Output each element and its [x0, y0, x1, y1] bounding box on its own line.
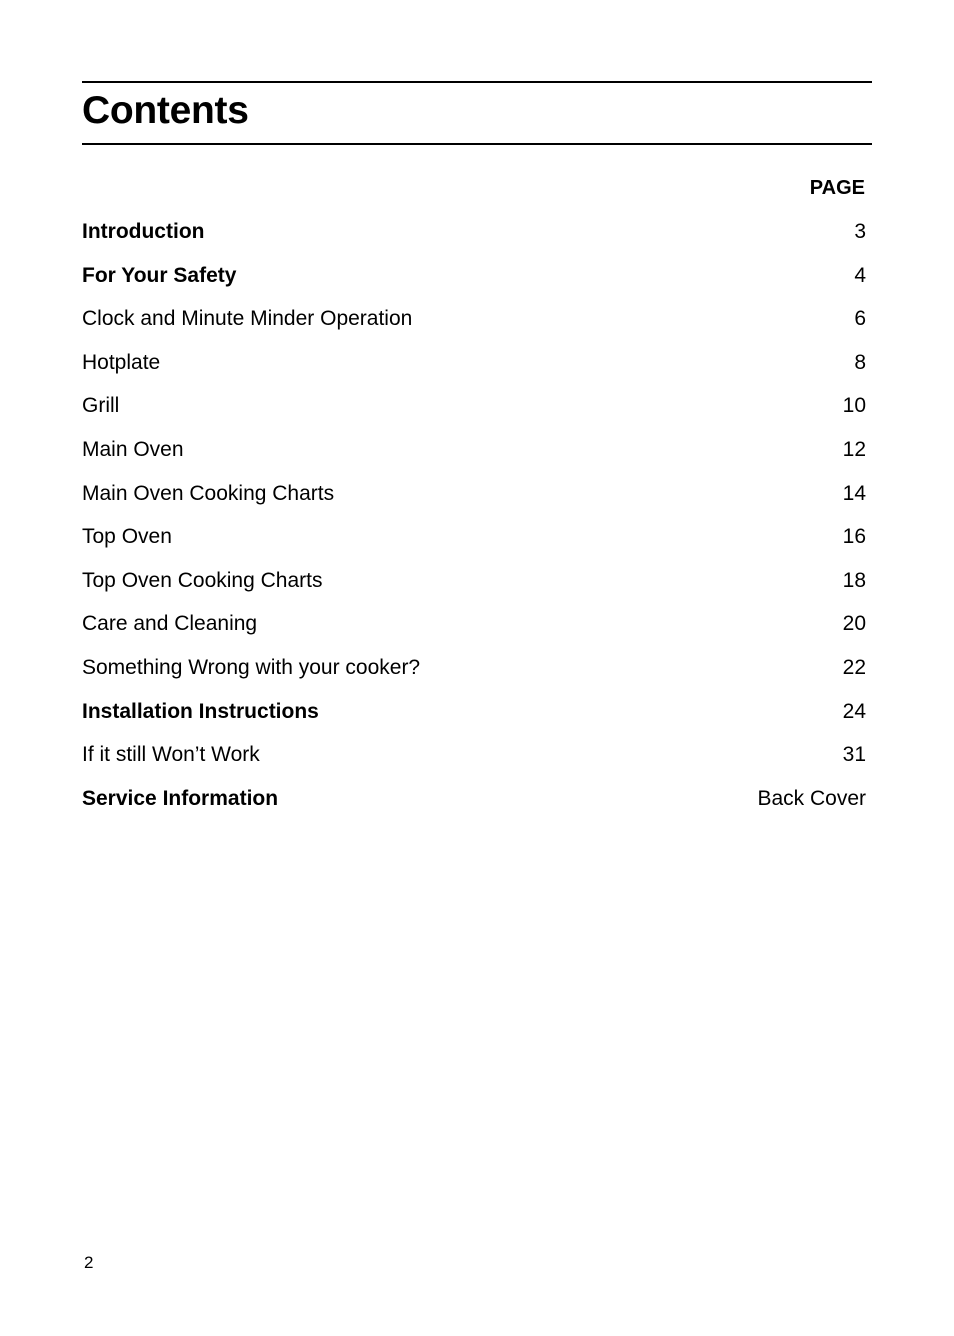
- toc-entry-page: 22: [842, 655, 866, 679]
- toc-row-top-oven-cooking-charts: [82, 568, 866, 612]
- toc-row-top-oven: [82, 524, 866, 568]
- toc-entry-title: Clock and Minute Minder Operation: [82, 307, 413, 331]
- toc-entry-title: Introduction: [82, 220, 205, 243]
- toc-entry-title: Main Oven Cooking Charts: [82, 481, 335, 505]
- toc-row-if-it-still-wont-work: [82, 742, 866, 786]
- page-title: Contents: [82, 89, 249, 132]
- toc-row-main-oven: [82, 437, 866, 481]
- table-of-contents: [82, 219, 866, 829]
- toc-row-something-wrong: [82, 655, 866, 699]
- toc-entry-title: If it still Won’t Work: [82, 743, 260, 767]
- toc-entry-page: 20: [842, 612, 866, 636]
- toc-row-for-your-safety: [82, 263, 866, 307]
- toc-entry-page: 3: [854, 220, 866, 243]
- toc-entry-page: 4: [854, 263, 866, 287]
- page-number: 2: [84, 1253, 94, 1272]
- toc-entry-title: Grill: [82, 394, 120, 418]
- toc-row-hotplate: [82, 350, 866, 394]
- toc-entry-page: 16: [842, 525, 866, 549]
- toc-entry-title: Care and Cleaning: [82, 612, 258, 636]
- toc-row-introduction: [82, 219, 866, 263]
- toc-entry-page: Back Cover: [757, 786, 866, 810]
- toc-entry-title: Top Oven: [82, 525, 172, 549]
- toc-row-service-information: [82, 786, 866, 830]
- toc-entry-title: For Your Safety: [82, 263, 237, 287]
- toc-entry-page: 12: [842, 437, 866, 461]
- toc-entry-page: 24: [842, 699, 866, 723]
- toc-entry-title: Hotplate: [82, 350, 161, 374]
- toc-entry-page: 14: [842, 481, 866, 505]
- toc-entry-page: 10: [842, 394, 866, 418]
- title-bottom-rule: [82, 143, 872, 145]
- toc-row-clock-and-minute-minder: [82, 306, 866, 350]
- toc-row-grill: [82, 393, 866, 437]
- toc-row-care-and-cleaning: [82, 611, 866, 655]
- toc-row-main-oven-cooking-charts: [82, 481, 866, 525]
- toc-entry-title: Top Oven Cooking Charts: [82, 568, 323, 592]
- toc-entry-page: 31: [842, 743, 866, 767]
- toc-entry-title: Installation Instructions: [82, 699, 319, 723]
- toc-entry-title: Something Wrong with your cooker?: [82, 655, 421, 679]
- toc-entry-title: Main Oven: [82, 437, 184, 461]
- toc-entry-page: 6: [854, 307, 866, 331]
- toc-entry-page: 8: [854, 350, 866, 374]
- page-column-header: PAGE: [809, 177, 865, 199]
- toc-entry-title: Service Information: [82, 786, 279, 810]
- title-top-rule: [82, 81, 872, 83]
- toc-row-installation-instructions: [82, 699, 866, 743]
- toc-entry-page: 18: [842, 568, 866, 592]
